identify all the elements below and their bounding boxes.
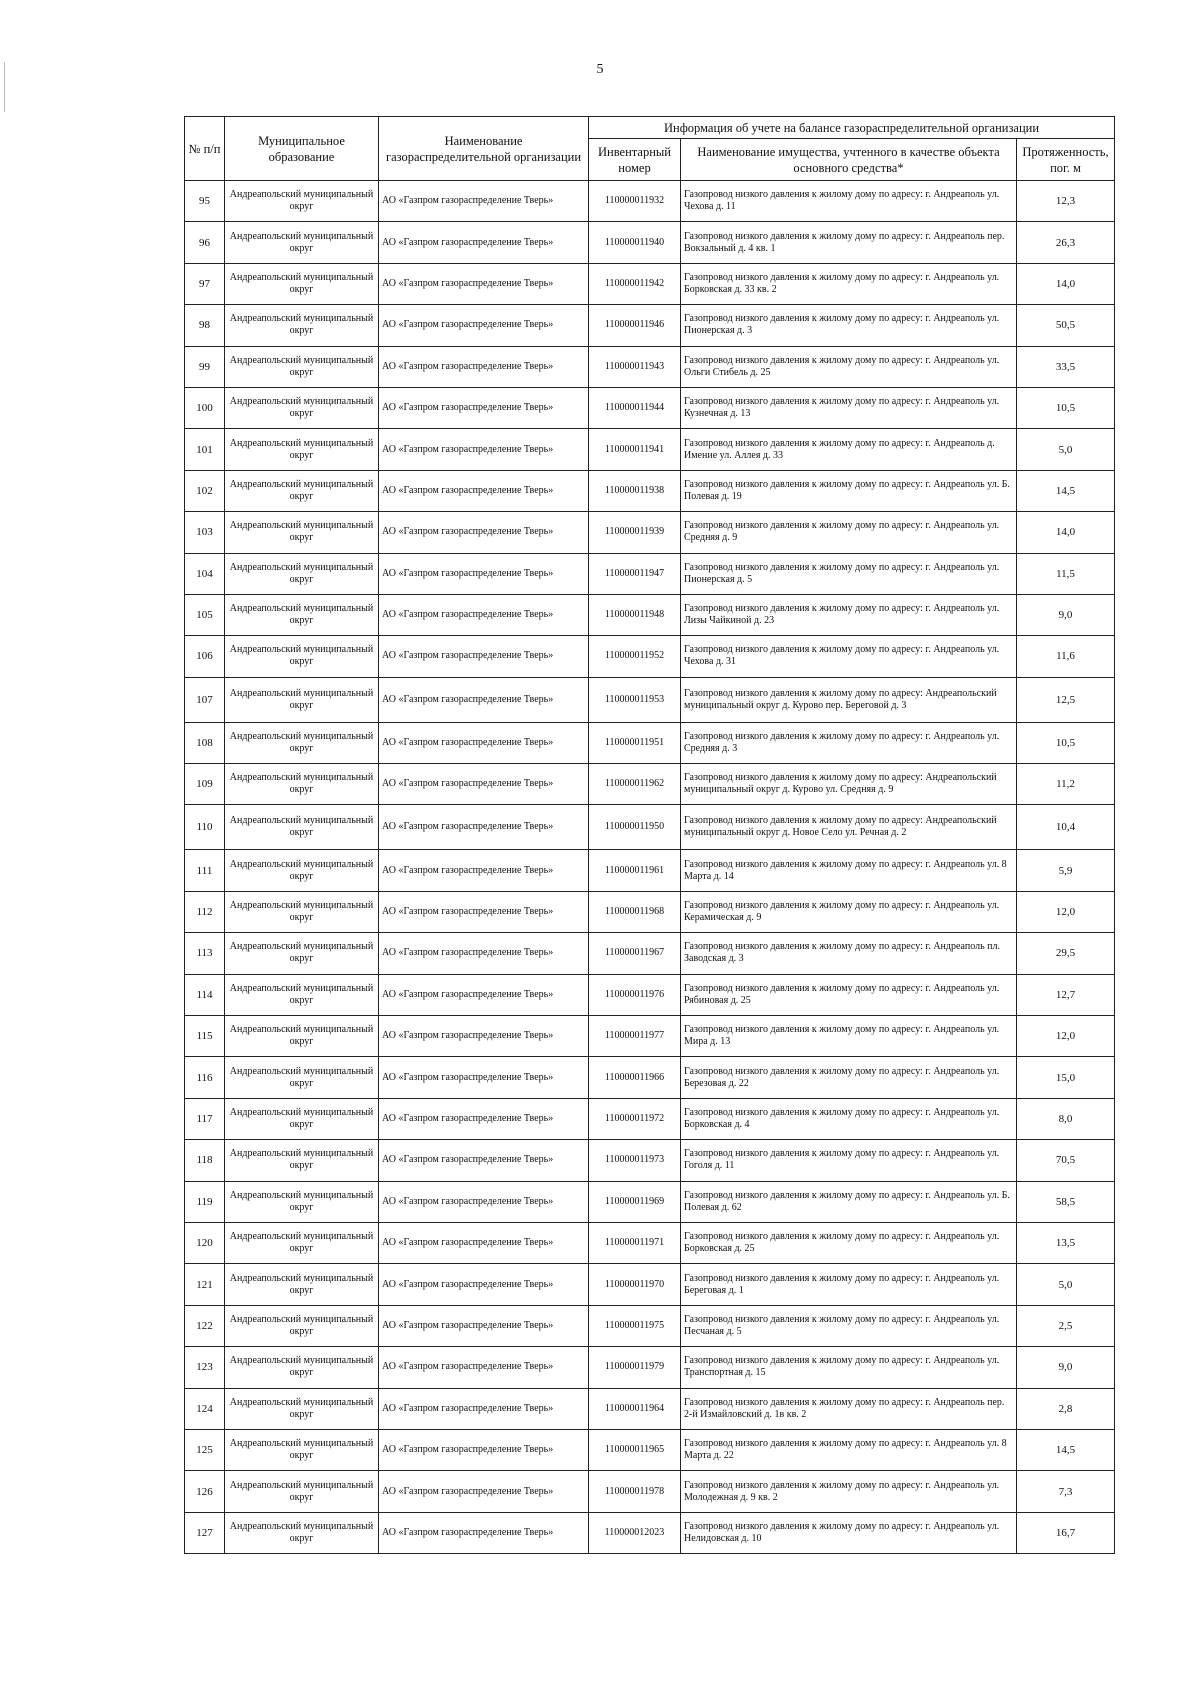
municipality-cell: Андреапольский муниципальный округ bbox=[225, 553, 379, 594]
property-name-cell: Газопровод низкого давления к жилому дому по адресу: г. Андреаполь ул. Пионерская д. 5 bbox=[681, 553, 1017, 594]
property-name-cell: Газопровод низкого давления к жилому дому по адресу: г. Андреаполь ул. Средняя д. 9 bbox=[681, 512, 1017, 553]
organization-cell: АО «Газпром газораспределение Тверь» bbox=[379, 1140, 589, 1181]
gas-pipeline-registry-table bbox=[184, 116, 1115, 1554]
inventory-number-cell: 110000011962 bbox=[589, 764, 681, 805]
property-name-cell: Газопровод низкого давления к жилому дому по адресу: г. Андреаполь ул. Лизы Чайкиной д. 23 bbox=[681, 594, 1017, 635]
length-cell: 14,0 bbox=[1017, 263, 1115, 304]
property-name-cell: Газопровод низкого давления к жилому дому по адресу: г. Андреаполь ул. Береговая д. 1 bbox=[681, 1264, 1017, 1305]
organization-cell: АО «Газпром газораспределение Тверь» bbox=[379, 1429, 589, 1470]
row-number: 113 bbox=[185, 933, 225, 974]
length-cell: 5,0 bbox=[1017, 1264, 1115, 1305]
header-municipality: Муниципальное образование bbox=[225, 117, 379, 181]
row-number: 103 bbox=[185, 512, 225, 553]
length-cell: 9,0 bbox=[1017, 1347, 1115, 1388]
property-name-cell: Газопровод низкого давления к жилому дому по адресу: Андреапольский муниципальный округ д. Курово ул. Средняя д. 9 bbox=[681, 764, 1017, 805]
length-cell: 14,5 bbox=[1017, 1429, 1115, 1470]
municipality-cell: Андреапольский муниципальный округ bbox=[225, 470, 379, 511]
inventory-number-cell: 110000011973 bbox=[589, 1140, 681, 1181]
table-row bbox=[185, 805, 1115, 850]
length-cell: 9,0 bbox=[1017, 594, 1115, 635]
organization-cell: АО «Газпром газораспределение Тверь» bbox=[379, 594, 589, 635]
length-cell: 12,3 bbox=[1017, 181, 1115, 222]
length-cell: 15,0 bbox=[1017, 1057, 1115, 1098]
length-cell: 14,0 bbox=[1017, 512, 1115, 553]
municipality-cell: Андреапольский муниципальный округ bbox=[225, 1140, 379, 1181]
property-name-cell: Газопровод низкого давления к жилому дому по адресу: г. Андреаполь ул. Гоголя д. 11 bbox=[681, 1140, 1017, 1181]
length-cell: 8,0 bbox=[1017, 1098, 1115, 1139]
inventory-number-cell: 110000011939 bbox=[589, 512, 681, 553]
property-name-cell: Газопровод низкого давления к жилому дому по адресу: г. Андреаполь пер. Вокзальный д. 4 кв. 1 bbox=[681, 222, 1017, 263]
row-number: 124 bbox=[185, 1388, 225, 1429]
organization-cell: АО «Газпром газораспределение Тверь» bbox=[379, 1098, 589, 1139]
organization-cell: АО «Газпром газораспределение Тверь» bbox=[379, 553, 589, 594]
header-balance-group: Информация об учете на балансе газораспределительной организации bbox=[589, 117, 1115, 139]
table-row bbox=[185, 1264, 1115, 1305]
row-number: 122 bbox=[185, 1305, 225, 1346]
inventory-number-cell: 110000011978 bbox=[589, 1471, 681, 1512]
row-number: 96 bbox=[185, 222, 225, 263]
table-row bbox=[185, 512, 1115, 553]
length-cell: 12,0 bbox=[1017, 1016, 1115, 1057]
length-cell: 10,4 bbox=[1017, 805, 1115, 850]
row-number: 110 bbox=[185, 805, 225, 850]
property-name-cell: Газопровод низкого давления к жилому дому по адресу: г. Андреаполь ул. 8 Марта д. 14 bbox=[681, 850, 1017, 891]
row-number: 108 bbox=[185, 722, 225, 763]
table-row bbox=[185, 594, 1115, 635]
table-row bbox=[185, 764, 1115, 805]
inventory-number-cell: 110000011941 bbox=[589, 429, 681, 470]
row-number: 111 bbox=[185, 850, 225, 891]
table-row bbox=[185, 722, 1115, 763]
table-row bbox=[185, 470, 1115, 511]
municipality-cell: Андреапольский муниципальный округ bbox=[225, 764, 379, 805]
inventory-number-cell: 110000011940 bbox=[589, 222, 681, 263]
table-row bbox=[185, 1057, 1115, 1098]
length-cell: 11,5 bbox=[1017, 553, 1115, 594]
municipality-cell: Андреапольский муниципальный округ bbox=[225, 387, 379, 428]
row-number: 114 bbox=[185, 974, 225, 1015]
municipality-cell: Андреапольский муниципальный округ bbox=[225, 1264, 379, 1305]
table-row bbox=[185, 974, 1115, 1015]
municipality-cell: Андреапольский муниципальный округ bbox=[225, 891, 379, 932]
property-name-cell: Газопровод низкого давления к жилому дому по адресу: г. Андреаполь ул. 8 Марта д. 22 bbox=[681, 1429, 1017, 1470]
table-row bbox=[185, 933, 1115, 974]
property-name-cell: Газопровод низкого давления к жилому дому по адресу: г. Андреаполь ул. Керамическая д. 9 bbox=[681, 891, 1017, 932]
inventory-number-cell: 110000011965 bbox=[589, 1429, 681, 1470]
row-number: 107 bbox=[185, 677, 225, 722]
property-name-cell: Газопровод низкого давления к жилому дому по адресу: г. Андреаполь ул. Мира д. 13 bbox=[681, 1016, 1017, 1057]
municipality-cell: Андреапольский муниципальный округ bbox=[225, 594, 379, 635]
organization-cell: АО «Газпром газораспределение Тверь» bbox=[379, 1181, 589, 1222]
inventory-number-cell: 110000011946 bbox=[589, 305, 681, 346]
header-organization: Наименование газораспределительной организации bbox=[379, 117, 589, 181]
property-name-cell: Газопровод низкого давления к жилому дому по адресу: г. Андреаполь ул. Чехова д. 31 bbox=[681, 636, 1017, 677]
inventory-number-cell: 110000011938 bbox=[589, 470, 681, 511]
row-number: 116 bbox=[185, 1057, 225, 1098]
inventory-number-cell: 110000011979 bbox=[589, 1347, 681, 1388]
length-cell: 11,2 bbox=[1017, 764, 1115, 805]
table-row bbox=[185, 1512, 1115, 1553]
length-cell: 70,5 bbox=[1017, 1140, 1115, 1181]
header-inventory: Инвентарный номер bbox=[589, 139, 681, 181]
inventory-number-cell: 110000011971 bbox=[589, 1222, 681, 1263]
row-number: 98 bbox=[185, 305, 225, 346]
property-name-cell: Газопровод низкого давления к жилому дому по адресу: г. Андреаполь ул. Борковская д. 4 bbox=[681, 1098, 1017, 1139]
inventory-number-cell: 110000011975 bbox=[589, 1305, 681, 1346]
property-name-cell: Газопровод низкого давления к жилому дому по адресу: г. Андреаполь ул. Рябиновая д. 25 bbox=[681, 974, 1017, 1015]
table-row bbox=[185, 1140, 1115, 1181]
organization-cell: АО «Газпром газораспределение Тверь» bbox=[379, 1016, 589, 1057]
length-cell: 10,5 bbox=[1017, 722, 1115, 763]
row-number: 100 bbox=[185, 387, 225, 428]
organization-cell: АО «Газпром газораспределение Тверь» bbox=[379, 263, 589, 304]
municipality-cell: Андреапольский муниципальный округ bbox=[225, 1181, 379, 1222]
table-row bbox=[185, 1098, 1115, 1139]
length-cell: 7,3 bbox=[1017, 1471, 1115, 1512]
length-cell: 12,7 bbox=[1017, 974, 1115, 1015]
organization-cell: АО «Газпром газораспределение Тверь» bbox=[379, 1471, 589, 1512]
table-header bbox=[185, 117, 1115, 181]
municipality-cell: Андреапольский муниципальный округ bbox=[225, 1222, 379, 1263]
inventory-number-cell: 110000011976 bbox=[589, 974, 681, 1015]
property-name-cell: Газопровод низкого давления к жилому дому по адресу: г. Андреаполь ул. Пионерская д. 3 bbox=[681, 305, 1017, 346]
table-row bbox=[185, 1016, 1115, 1057]
inventory-number-cell: 110000011977 bbox=[589, 1016, 681, 1057]
property-name-cell: Газопровод низкого давления к жилому дому по адресу: г. Андреаполь ул. Молодежная д. 9 кв. 2 bbox=[681, 1471, 1017, 1512]
municipality-cell: Андреапольский муниципальный округ bbox=[225, 1057, 379, 1098]
organization-cell: АО «Газпром газораспределение Тверь» bbox=[379, 764, 589, 805]
header-property: Наименование имущества, учтенного в качестве объекта основного средства* bbox=[681, 139, 1017, 181]
inventory-number-cell: 110000011932 bbox=[589, 181, 681, 222]
page-number: 5 bbox=[596, 62, 604, 77]
table-row bbox=[185, 346, 1115, 387]
property-name-cell: Газопровод низкого давления к жилому дому по адресу: Андреапольский муниципальный округ д. Курово пер. Береговой д. 3 bbox=[681, 677, 1017, 722]
property-name-cell: Газопровод низкого давления к жилому дому по адресу: Андреапольский муниципальный округ д. Новое Село ул. Речная д. 2 bbox=[681, 805, 1017, 850]
property-name-cell: Газопровод низкого давления к жилому дому по адресу: г. Андреаполь ул. Березовая д. 22 bbox=[681, 1057, 1017, 1098]
municipality-cell: Андреапольский муниципальный округ bbox=[225, 677, 379, 722]
municipality-cell: Андреапольский муниципальный округ bbox=[225, 974, 379, 1015]
table-row bbox=[185, 1305, 1115, 1346]
table-row bbox=[185, 429, 1115, 470]
row-number: 106 bbox=[185, 636, 225, 677]
length-cell: 12,5 bbox=[1017, 677, 1115, 722]
length-cell: 16,7 bbox=[1017, 1512, 1115, 1553]
municipality-cell: Андреапольский муниципальный округ bbox=[225, 512, 379, 553]
organization-cell: АО «Газпром газораспределение Тверь» bbox=[379, 387, 589, 428]
property-name-cell: Газопровод низкого давления к жилому дому по адресу: г. Андреаполь д. Имение ул. Аллея д. 33 bbox=[681, 429, 1017, 470]
row-number: 95 bbox=[185, 181, 225, 222]
table-row bbox=[185, 1429, 1115, 1470]
row-number: 101 bbox=[185, 429, 225, 470]
table-row bbox=[185, 636, 1115, 677]
property-name-cell: Газопровод низкого давления к жилому дому по адресу: г. Андреаполь ул. Транспортная д. 15 bbox=[681, 1347, 1017, 1388]
length-cell: 5,9 bbox=[1017, 850, 1115, 891]
organization-cell: АО «Газпром газораспределение Тверь» bbox=[379, 933, 589, 974]
inventory-number-cell: 110000011947 bbox=[589, 553, 681, 594]
organization-cell: АО «Газпром газораспределение Тверь» bbox=[379, 636, 589, 677]
property-name-cell: Газопровод низкого давления к жилому дому по адресу: г. Андреаполь пл. Заводская д. 3 bbox=[681, 933, 1017, 974]
municipality-cell: Андреапольский муниципальный округ bbox=[225, 1429, 379, 1470]
organization-cell: АО «Газпром газораспределение Тверь» bbox=[379, 677, 589, 722]
inventory-number-cell: 110000011968 bbox=[589, 891, 681, 932]
row-number: 115 bbox=[185, 1016, 225, 1057]
length-cell: 58,5 bbox=[1017, 1181, 1115, 1222]
organization-cell: АО «Газпром газораспределение Тверь» bbox=[379, 891, 589, 932]
length-cell: 2,5 bbox=[1017, 1305, 1115, 1346]
inventory-number-cell: 110000011943 bbox=[589, 346, 681, 387]
table-body bbox=[185, 181, 1115, 1554]
table-row bbox=[185, 1222, 1115, 1263]
table-row bbox=[185, 850, 1115, 891]
length-cell: 2,8 bbox=[1017, 1388, 1115, 1429]
row-number: 127 bbox=[185, 1512, 225, 1553]
organization-cell: АО «Газпром газораспределение Тверь» bbox=[379, 512, 589, 553]
property-name-cell: Газопровод низкого давления к жилому дому по адресу: г. Андреаполь ул. Борковская д. 25 bbox=[681, 1222, 1017, 1263]
property-name-cell: Газопровод низкого давления к жилому дому по адресу: г. Андреаполь ул. Ольги Стибель д. 25 bbox=[681, 346, 1017, 387]
row-number: 112 bbox=[185, 891, 225, 932]
organization-cell: АО «Газпром газораспределение Тверь» bbox=[379, 1388, 589, 1429]
municipality-cell: Андреапольский муниципальный округ bbox=[225, 636, 379, 677]
organization-cell: АО «Газпром газораспределение Тверь» bbox=[379, 1305, 589, 1346]
inventory-number-cell: 110000011972 bbox=[589, 1098, 681, 1139]
property-name-cell: Газопровод низкого давления к жилому дому по адресу: г. Андреаполь ул. Песчаная д. 5 bbox=[681, 1305, 1017, 1346]
inventory-number-cell: 110000011948 bbox=[589, 594, 681, 635]
row-number: 104 bbox=[185, 553, 225, 594]
inventory-number-cell: 110000011950 bbox=[589, 805, 681, 850]
length-cell: 10,5 bbox=[1017, 387, 1115, 428]
municipality-cell: Андреапольский муниципальный округ bbox=[225, 1471, 379, 1512]
municipality-cell: Андреапольский муниципальный округ bbox=[225, 933, 379, 974]
table-row bbox=[185, 263, 1115, 304]
property-name-cell: Газопровод низкого давления к жилому дому по адресу: г. Андреаполь ул. Б. Полевая д. 19 bbox=[681, 470, 1017, 511]
property-name-cell: Газопровод низкого давления к жилому дому по адресу: г. Андреаполь ул. Средняя д. 3 bbox=[681, 722, 1017, 763]
inventory-number-cell: 110000011964 bbox=[589, 1388, 681, 1429]
municipality-cell: Андреапольский муниципальный округ bbox=[225, 1512, 379, 1553]
organization-cell: АО «Газпром газораспределение Тверь» bbox=[379, 722, 589, 763]
municipality-cell: Андреапольский муниципальный округ bbox=[225, 1388, 379, 1429]
organization-cell: АО «Газпром газораспределение Тверь» bbox=[379, 1222, 589, 1263]
municipality-cell: Андреапольский муниципальный округ bbox=[225, 850, 379, 891]
organization-cell: АО «Газпром газораспределение Тверь» bbox=[379, 805, 589, 850]
inventory-number-cell: 110000011966 bbox=[589, 1057, 681, 1098]
length-cell: 12,0 bbox=[1017, 891, 1115, 932]
inventory-number-cell: 110000011970 bbox=[589, 1264, 681, 1305]
row-number: 120 bbox=[185, 1222, 225, 1263]
table-row bbox=[185, 1388, 1115, 1429]
table-row bbox=[185, 1181, 1115, 1222]
header-num: № п/п bbox=[185, 117, 225, 181]
row-number: 123 bbox=[185, 1347, 225, 1388]
organization-cell: АО «Газпром газораспределение Тверь» bbox=[379, 850, 589, 891]
municipality-cell: Андреапольский муниципальный округ bbox=[225, 1098, 379, 1139]
length-cell: 14,5 bbox=[1017, 470, 1115, 511]
row-number: 105 bbox=[185, 594, 225, 635]
table-row bbox=[185, 387, 1115, 428]
row-number: 121 bbox=[185, 1264, 225, 1305]
length-cell: 26,3 bbox=[1017, 222, 1115, 263]
organization-cell: АО «Газпром газораспределение Тверь» bbox=[379, 470, 589, 511]
table-row bbox=[185, 677, 1115, 722]
inventory-number-cell: 110000011961 bbox=[589, 850, 681, 891]
municipality-cell: Андреапольский муниципальный округ bbox=[225, 805, 379, 850]
inventory-number-cell: 110000011951 bbox=[589, 722, 681, 763]
length-cell: 33,5 bbox=[1017, 346, 1115, 387]
organization-cell: АО «Газпром газораспределение Тверь» bbox=[379, 181, 589, 222]
municipality-cell: Андреапольский муниципальный округ bbox=[225, 263, 379, 304]
inventory-number-cell: 110000011969 bbox=[589, 1181, 681, 1222]
row-number: 99 bbox=[185, 346, 225, 387]
header-length: Протяженность, пог. м bbox=[1017, 139, 1115, 181]
municipality-cell: Андреапольский муниципальный округ bbox=[225, 222, 379, 263]
municipality-cell: Андреапольский муниципальный округ bbox=[225, 722, 379, 763]
table-row bbox=[185, 305, 1115, 346]
organization-cell: АО «Газпром газораспределение Тверь» bbox=[379, 1057, 589, 1098]
organization-cell: АО «Газпром газораспределение Тверь» bbox=[379, 222, 589, 263]
municipality-cell: Андреапольский муниципальный округ bbox=[225, 181, 379, 222]
length-cell: 50,5 bbox=[1017, 305, 1115, 346]
table-row bbox=[185, 222, 1115, 263]
row-number: 117 bbox=[185, 1098, 225, 1139]
table-row bbox=[185, 1347, 1115, 1388]
property-name-cell: Газопровод низкого давления к жилому дому по адресу: г. Андреаполь ул. Борковская д. 33 кв. 2 bbox=[681, 263, 1017, 304]
inventory-number-cell: 110000011942 bbox=[589, 263, 681, 304]
organization-cell: АО «Газпром газораспределение Тверь» bbox=[379, 429, 589, 470]
municipality-cell: Андреапольский муниципальный округ bbox=[225, 305, 379, 346]
row-number: 97 bbox=[185, 263, 225, 304]
organization-cell: АО «Газпром газораспределение Тверь» bbox=[379, 1264, 589, 1305]
length-cell: 5,0 bbox=[1017, 429, 1115, 470]
row-number: 125 bbox=[185, 1429, 225, 1470]
row-number: 119 bbox=[185, 1181, 225, 1222]
table-row bbox=[185, 1471, 1115, 1512]
property-name-cell: Газопровод низкого давления к жилому дому по адресу: г. Андреаполь пер. 2-й Измайловский д. 1в кв. 2 bbox=[681, 1388, 1017, 1429]
property-name-cell: Газопровод низкого давления к жилому дому по адресу: г. Андреаполь ул. Кузнечная д. 13 bbox=[681, 387, 1017, 428]
organization-cell: АО «Газпром газораспределение Тверь» bbox=[379, 1512, 589, 1553]
organization-cell: АО «Газпром газораспределение Тверь» bbox=[379, 1347, 589, 1388]
row-number: 102 bbox=[185, 470, 225, 511]
table-row bbox=[185, 181, 1115, 222]
inventory-number-cell: 110000012023 bbox=[589, 1512, 681, 1553]
length-cell: 29,5 bbox=[1017, 933, 1115, 974]
property-name-cell: Газопровод низкого давления к жилому дому по адресу: г. Андреаполь ул. Нелидовская д. 10 bbox=[681, 1512, 1017, 1553]
property-name-cell: Газопровод низкого давления к жилому дому по адресу: г. Андреаполь ул. Б. Полевая д. 62 bbox=[681, 1181, 1017, 1222]
organization-cell: АО «Газпром газораспределение Тверь» bbox=[379, 974, 589, 1015]
table-row bbox=[185, 553, 1115, 594]
municipality-cell: Андреапольский муниципальный округ bbox=[225, 1347, 379, 1388]
row-number: 109 bbox=[185, 764, 225, 805]
organization-cell: АО «Газпром газораспределение Тверь» bbox=[379, 346, 589, 387]
row-number: 126 bbox=[185, 1471, 225, 1512]
length-cell: 13,5 bbox=[1017, 1222, 1115, 1263]
organization-cell: АО «Газпром газораспределение Тверь» bbox=[379, 305, 589, 346]
inventory-number-cell: 110000011944 bbox=[589, 387, 681, 428]
municipality-cell: Андреапольский муниципальный округ bbox=[225, 346, 379, 387]
municipality-cell: Андреапольский муниципальный округ bbox=[225, 1016, 379, 1057]
inventory-number-cell: 110000011953 bbox=[589, 677, 681, 722]
row-number: 118 bbox=[185, 1140, 225, 1181]
table-row bbox=[185, 891, 1115, 932]
inventory-number-cell: 110000011952 bbox=[589, 636, 681, 677]
municipality-cell: Андреапольский муниципальный округ bbox=[225, 429, 379, 470]
inventory-number-cell: 110000011967 bbox=[589, 933, 681, 974]
property-name-cell: Газопровод низкого давления к жилому дому по адресу: г. Андреаполь ул. Чехова д. 11 bbox=[681, 181, 1017, 222]
municipality-cell: Андреапольский муниципальный округ bbox=[225, 1305, 379, 1346]
length-cell: 11,6 bbox=[1017, 636, 1115, 677]
